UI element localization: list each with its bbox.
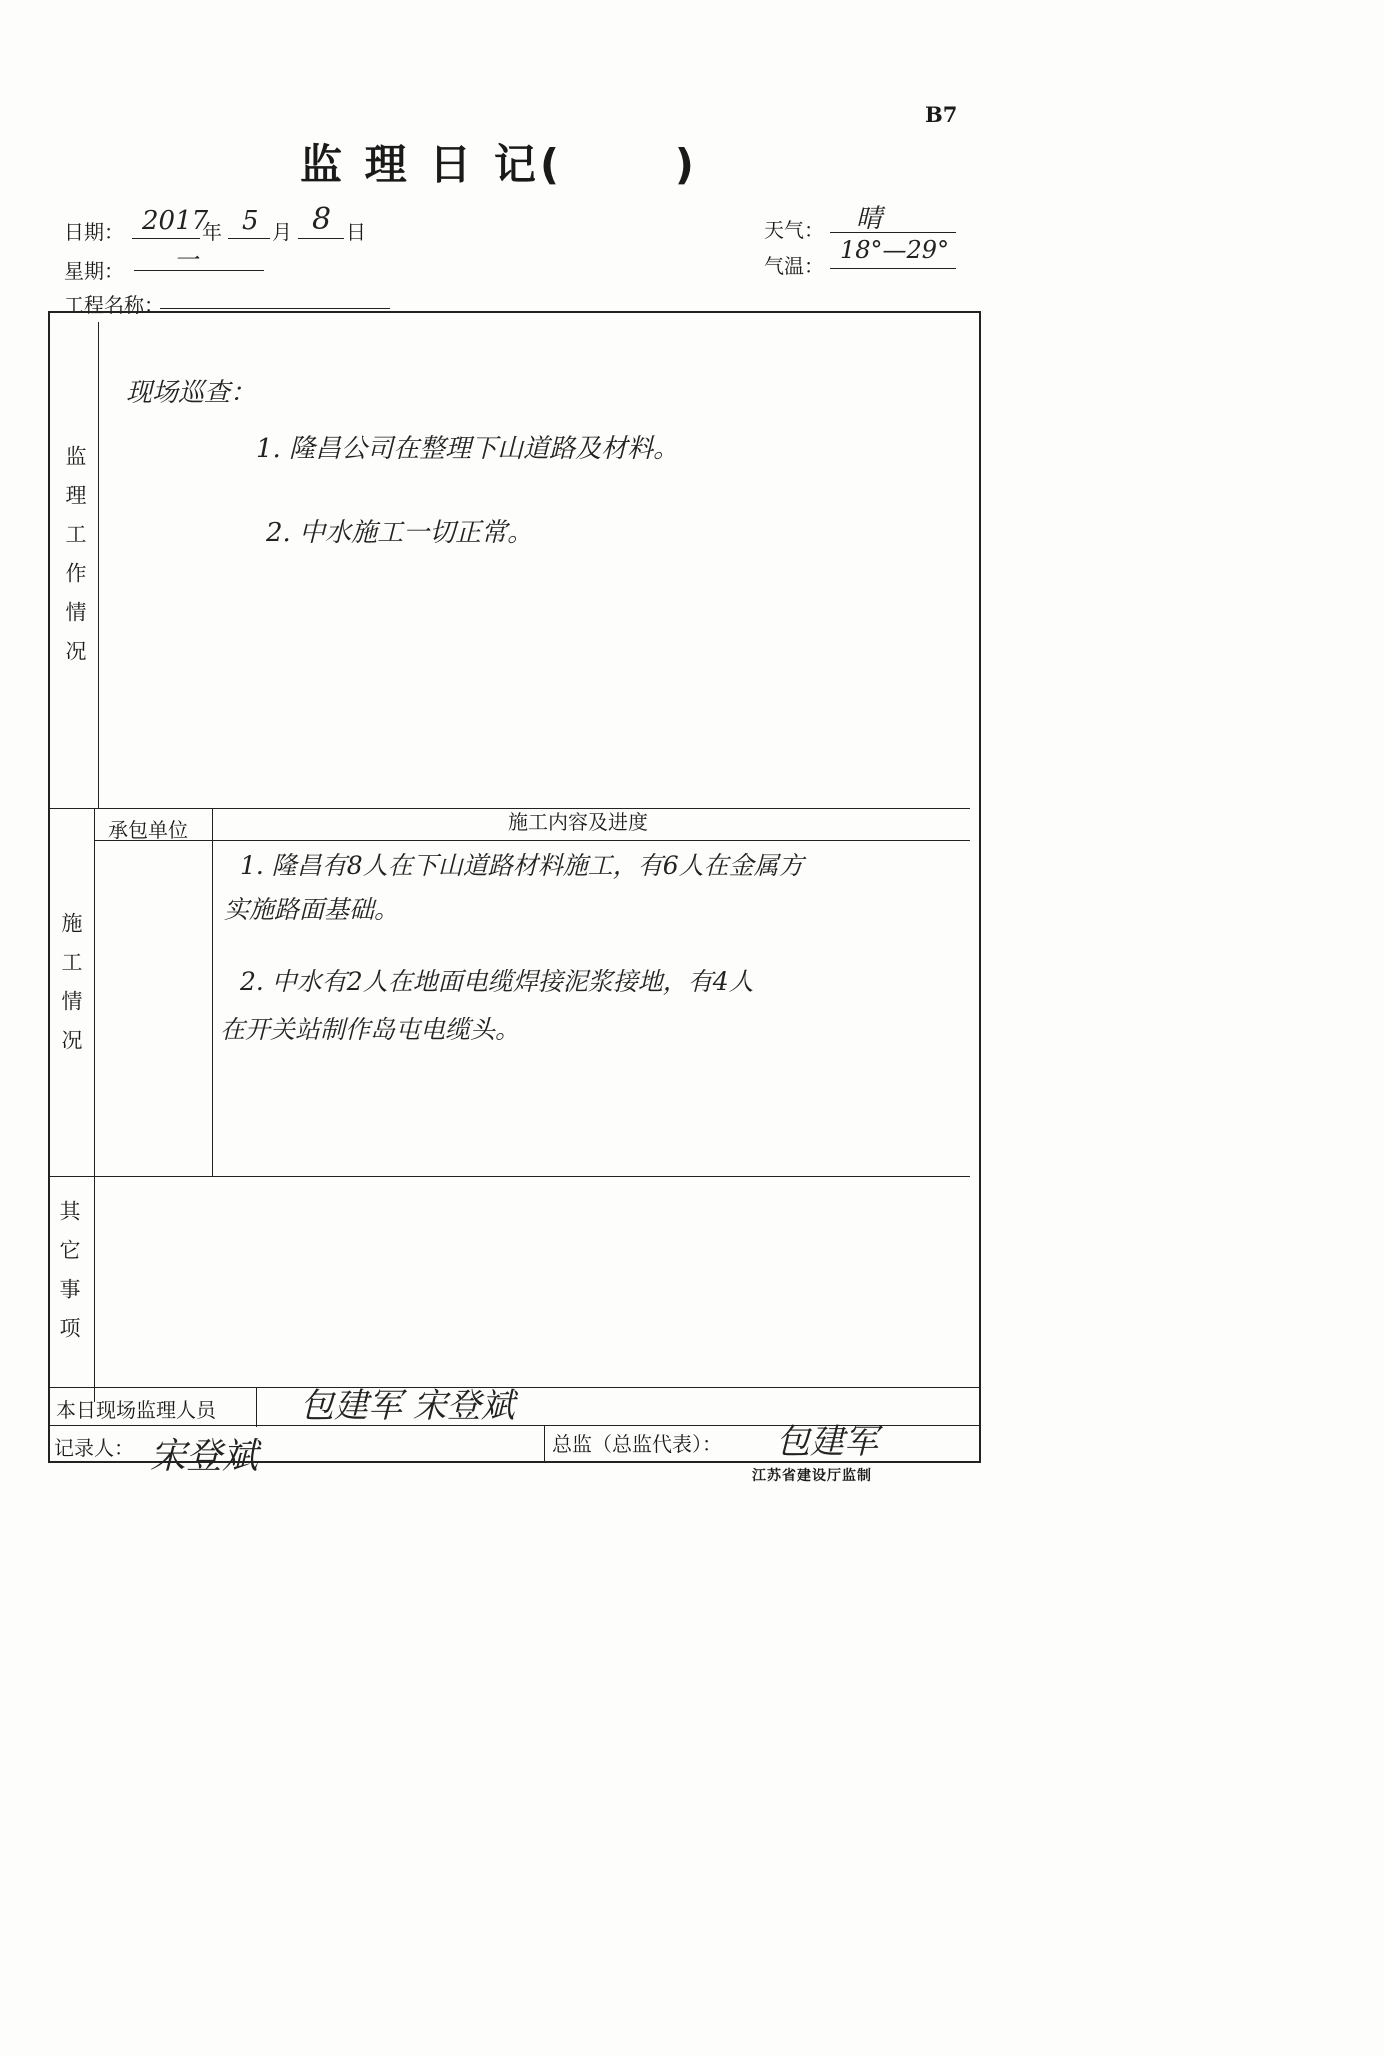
construction-line-3: 2. 中水有2人在地面电缆焊接泥浆接地，有4人	[240, 967, 754, 996]
construction-line-4: 在开关站制作岛屯电缆头。	[220, 1015, 521, 1044]
date-month: 5	[242, 206, 259, 236]
supervision-line-2: 2. 中水施工一切正常。	[266, 518, 534, 548]
weekday-value: 一	[174, 246, 198, 274]
year-char: 年	[202, 220, 222, 244]
content-header: 施工内容及进度	[508, 810, 648, 834]
project-name-blank	[160, 308, 390, 309]
supervision-section-label: 监理工作情况	[63, 445, 87, 679]
issuer-seal: 江苏省建设厅监制	[752, 1468, 872, 1484]
contractor-header: 承包单位	[108, 818, 188, 842]
supervision-line-1: 1. 隆昌公司在整理下山道路及材料。	[256, 434, 680, 464]
weekday-label: 星期：	[64, 259, 124, 283]
form-code: B7	[925, 102, 958, 127]
construction-line-2: 实施路面基础。	[224, 895, 400, 924]
weather-label: 天气：	[764, 218, 824, 242]
chief-label: 总监（总监代表）：	[552, 1432, 722, 1456]
staff-label: 本日现场监理人员	[56, 1398, 216, 1422]
construction-line-1: 1. 隆昌有8人在下山道路材料施工，有6人在金属方	[240, 851, 804, 880]
chief-signature: 包建军	[776, 1422, 878, 1462]
project-label: 工程名称：	[64, 293, 164, 317]
date-day: 8	[312, 202, 332, 237]
staff-signatures: 包建军 宋登斌	[300, 1386, 515, 1426]
temp-value: 18°—29°	[840, 236, 950, 264]
day-char: 日	[346, 220, 366, 244]
temp-label: 气温：	[764, 254, 824, 278]
date-label: 日期：	[64, 220, 124, 244]
date-year: 2017	[142, 206, 209, 236]
supervision-heading: 现场巡查：	[126, 378, 257, 408]
diary-table	[48, 311, 981, 1463]
page-title: 监 理 日 记( )	[300, 140, 698, 189]
month-char: 月	[272, 220, 292, 244]
recorder-signature: 宋登斌	[150, 1436, 259, 1477]
weather-value: 晴	[856, 204, 883, 234]
recorder-label: 记录人：	[54, 1436, 134, 1460]
other-section-label: 其它事项	[57, 1200, 81, 1356]
construction-section-label: 施工情况	[59, 912, 83, 1068]
